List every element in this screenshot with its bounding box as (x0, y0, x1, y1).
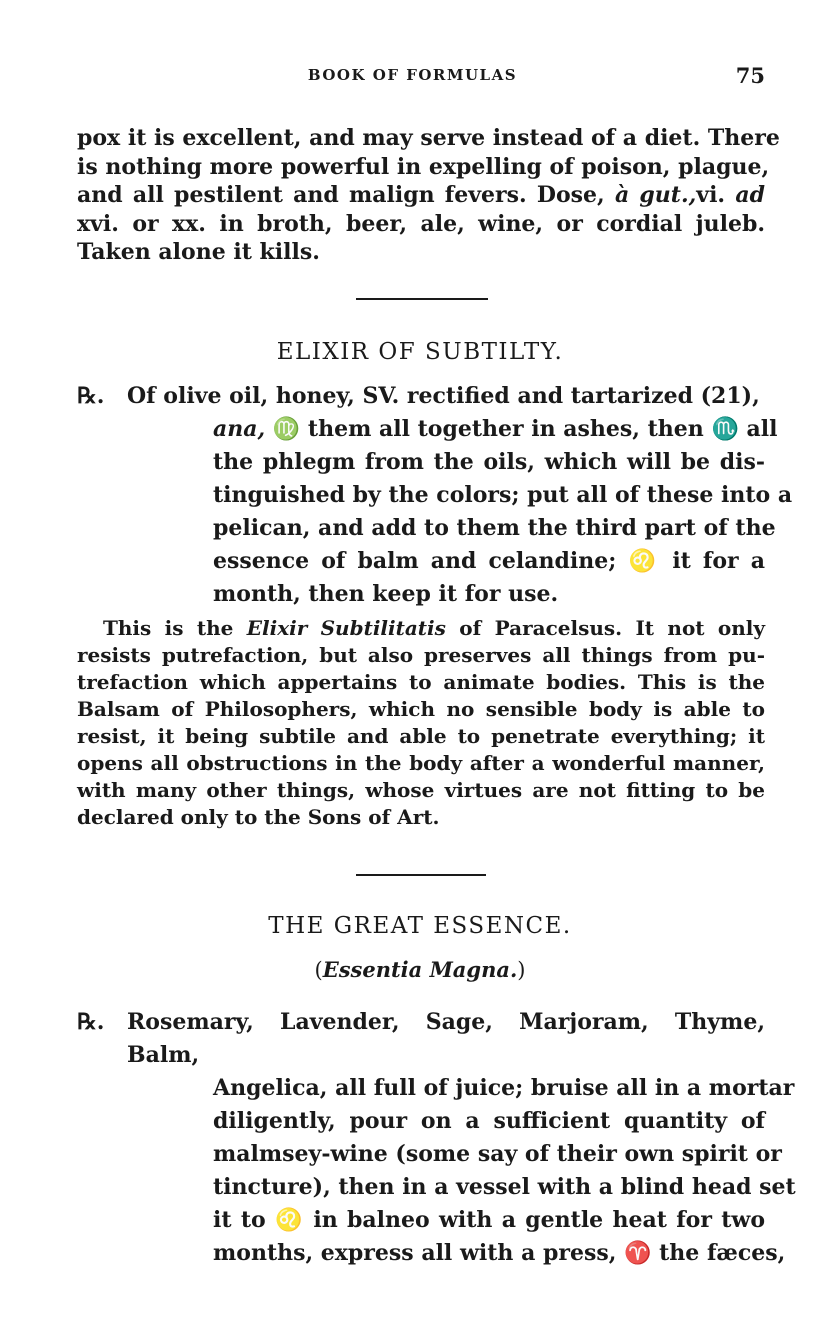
section-heading: THE GREAT ESSENCE. (268, 913, 572, 939)
aries-symbol: ♈ (624, 1240, 652, 1266)
text-line: is nothing more powerful in expelling of poison, plague, (77, 153, 770, 180)
text-line: tincture), then in a vessel with a blind head set (213, 1174, 796, 1200)
text-line: tinguished by the colors; put all of these into a (213, 482, 793, 508)
text-line: and all pestilent and malign fevers. Dose, à gut.,vi. ad (77, 182, 765, 208)
text-line: Balsam of Philosophers, which no sensible body is able to (77, 697, 765, 721)
text-line: Taken alone it kills. (77, 239, 320, 265)
text-line: with many other things, whose virtues are not fitting to be (77, 778, 765, 802)
text-line: resists putrefaction, but also preserves all things from pu- (77, 643, 765, 667)
text-line: months, express all with a press, ♈ the fæces, (213, 1240, 786, 1266)
text-line: xvi. or xx. in broth, beer, ale, wine, or cordial juleb. (77, 210, 765, 237)
text-line: diligently, pour on a sufficient quantity of (213, 1108, 765, 1134)
scorpio-symbol: ♏ (711, 416, 739, 442)
text-line: Angelica, all full of juice; bruise all in a mortar (213, 1075, 795, 1101)
section-divider (356, 874, 486, 876)
text-line: essence of balm and celandine; ♌ it for a (213, 548, 765, 574)
text-line: declared only to the Sons of Art. (77, 805, 440, 829)
text-line: month, then keep it for use. (213, 581, 559, 607)
text-line: This is the Elixir Subtilitatis of Paracelsus. It not only (103, 616, 765, 640)
text-line: pox it is excellent, and may serve instead of a diet. There (77, 125, 780, 151)
recipe-symbol: ℞. (77, 383, 105, 409)
leo-symbol: ♌ (628, 548, 661, 574)
text-line: resist, it being subtile and able to penetrate everything; it (77, 724, 765, 748)
recipe-elixir (77, 380, 793, 611)
recipe-great-essence (77, 1006, 796, 1270)
continued-paragraph (77, 124, 780, 267)
elixir-commentary (77, 615, 765, 831)
text-line: it to ♌ in balneo with a gentle heat for two (213, 1207, 765, 1233)
text-line: trefaction which appertains to animate bodies. This is the (77, 670, 765, 694)
running-title: BOOK OF FORMULAS (307, 66, 518, 84)
text-line: the phlegm from the oils, which will be dis- (213, 449, 765, 475)
text-line: ana, ♍ them all together in ashes, then ♏ all (213, 416, 778, 442)
text-line: opens all obstructions in the body after a wonderful manner, (77, 751, 765, 775)
virgo-symbol: ♍ (272, 416, 301, 442)
recipe-symbol: ℞. (77, 1009, 105, 1035)
section-heading: ELIXIR OF SUBTILTY. (276, 339, 564, 365)
section-subheading: (Essentia Magna.) (314, 957, 526, 982)
text-line: malmsey-wine (some say of their own spirit or (213, 1141, 782, 1167)
text-line: pelican, and add to them the third part of the (213, 515, 776, 541)
leo-symbol: ♌ (274, 1207, 305, 1233)
text-line: Of olive oil, honey, SV. rectified and tartarized (21), (127, 383, 760, 409)
text-line: Rosemary, Lavender, Sage, Marjoram, Thyme, Balm, (127, 1009, 765, 1068)
section-divider (356, 298, 488, 300)
page-number: 75 (735, 63, 765, 88)
